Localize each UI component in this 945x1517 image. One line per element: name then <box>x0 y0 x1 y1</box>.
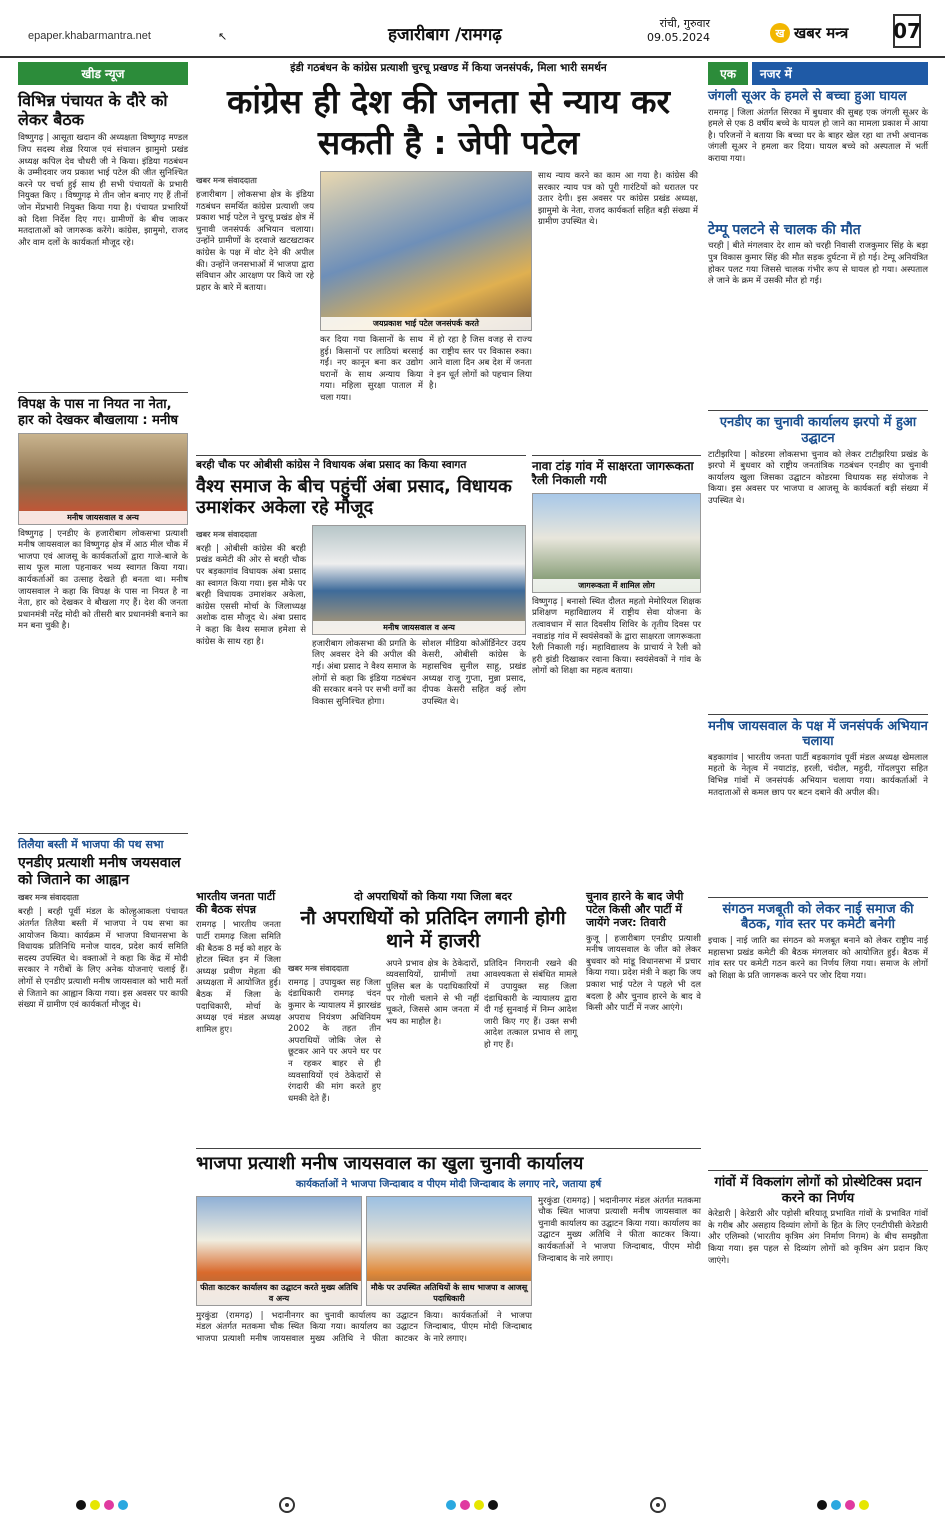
story-body: विष्णुगढ़ | एनडीए के हजारीबाग लोकसभा प्रत्याशी मनीष जायसवाल का विष्णुगढ़ क्षेत्र में आठ मील चौक में भाजपा एवं आजसू के कार्यकर्ताओं द्वारा गाजे-बाजे के साथ फूल माला पहनाकर भव्य स्वागत किया गया। कार्यकर्ताओं का उत्साह देखते ही बनता था। मनीष जायसवाल ने कहा कि विपक्ष के पास ना नियत है ना नेता, हार को देखकर वे बौखला गए हैं। देश की जनता प्रधानमंत्री नरेंद्र मोदी को तीसरी बार प्रधानमंत्री बनाने का मन बना चुकी है। <box>18 528 188 632</box>
city-day: रांची, गुरुवार <box>659 17 710 30</box>
story-body: विष्णुगढ़ | बनासो स्थित दौलत महतो मेमोरियल शिक्षक प्रशिक्षण महाविद्यालय में राष्ट्रीय सेवा योजना के तत्वावधान में सात दिवसीय शिविर के तृतीय दिवस पर नवाडांड़ गांव में स्वयंसेवकों के द्वारा साक्षरता जागरूकता रैली निकाली गई। महाविद्यालय के प्राचार्य ने रैली को हरी झंडी दिखाकर रवाना किया। स्वयंसेवकों ने गांव के लोगों को शिक्षा का महत्व बताया। <box>532 596 701 677</box>
story-body: रामगढ़ | उपायुक्त सह जिला दंडाधिकारी रामगढ़ चंदन कुमार के न्यायालय में झारखंड अपराध नियंत्रण अधिनियम 2002 के तहत तीन अपराधियों जोकि जेल से छूटकर आने पर अपने घर पर न रहकर बाहर से ही व्यवसायियों एवं ठेकेदारों से रंगदारी की मांग करते हुए धमकी देते हैं। <box>288 977 381 1104</box>
story-headline: नावा टांड़ गांव में साक्षरता जागरूकता रैली निकाली गयी <box>532 459 694 488</box>
story-body: प्रतिदिन निगरानी रखने की आवश्यकता से संबंधित मामले में उपायुक्त सह जिला दंडाधिकारी के न्यायालय द्वारा दी गई सुनवाई में निम्न आदेश जारी किए गए हैं। उक्त सभी आदेश तत्काल प्रभाव से लागू हो गए हैं। <box>484 958 577 1050</box>
story-title: विभिन्न पंचायत के दौरे को लेकर बैठक <box>18 91 168 130</box>
pointer-icon: ↖ <box>218 30 228 43</box>
registration-dot <box>817 1500 827 1510</box>
divider <box>708 897 928 898</box>
story-headline: नौ अपराधियों को प्रतिदिन लगानी होगी थाने में हाजरी <box>300 907 566 952</box>
divider <box>708 410 928 411</box>
color-registration-marks <box>76 1500 128 1510</box>
right-column <box>708 62 928 1488</box>
story-kicker: दो अपराधियों को किया गया जिला बदर <box>354 890 512 903</box>
story-title: तिलैया बस्ती में भाजपा की पथ सभा <box>18 837 164 851</box>
divider <box>18 833 188 834</box>
byline: खबर मन्त्र संवाददाता <box>196 176 257 186</box>
amba-story <box>196 455 526 845</box>
divider <box>18 392 188 393</box>
story-body: कुजू | हजारीबाग एनडीए प्रत्याशी मनीष जायसवाल के जीत को लेकर बुधवार को मांडू विधानसभा में प्रचार किया गया। प्रदेश मंत्री ने कहा कि जय प्रकाश भाई पटेल ने पहले भी दल बदला है और चुनाव हारने के बाद वे किसी और पार्टी में नजर आएंगे। <box>586 933 701 1014</box>
photo-caption: जागरूकता में शामिल लोग <box>533 579 700 592</box>
registration-dot <box>845 1500 855 1510</box>
tiwari-story <box>586 890 701 1140</box>
divider <box>708 1170 928 1171</box>
divider <box>196 1148 701 1149</box>
registration-dot <box>859 1500 869 1510</box>
story-body: टाटीझरिया | कोडरमा लोकसभा चुनाव को लेकर टाटीझरिया प्रखंड के झरपो में बुधवार को राष्ट्रीय जनतांत्रिक गठबंधन एनडीए का चुनावी कार्यालय खुला जिसका उद्घाटन कोडरमा विधायक सह संयोजक ने किया। इस अवसर पर भाजपा व आजसू के कार्यकर्ता बड़ी संख्या में उपस्थित थे। <box>708 449 928 506</box>
registration-target-icon <box>650 1497 666 1513</box>
page-number: 07 <box>893 14 921 48</box>
divider <box>196 455 526 456</box>
story-body: कर दिया गया किसानों के साथ हुई। किसानों पर लाठियां बरसाई गईं। नए कानून बना कर उद्योग घरानों के साथ अन्याय किया गया। महिला सुरक्षा पाताल में चला गया। <box>320 335 423 404</box>
date-block <box>612 17 710 45</box>
story-kicker: इंडी गठबंधन के कांग्रेस प्रत्याशी चुरचू प्रखण्ड में किया जनसंपर्क, मिला भारी समर्थन <box>290 62 607 74</box>
story-title: एनडीए का चुनावी कार्यालय झरपो में हुआ उद्घाटन <box>719 415 917 446</box>
story-title: एनडीए प्रत्याशी मनीष जयसवाल को जिताने का आह्वान <box>18 854 181 888</box>
photo-caption: मनीष जायसवाल व अन्य <box>19 511 187 524</box>
photo-caption: जयप्रकाश भाई पटेल जनसंपर्क करते <box>321 317 531 330</box>
story-body: चरही | बीते मंगलवार देर शाम को चरही निवासी राजकुमार सिंह के बड़ा पुत्र विकास कुमार सिंह की मौत सड़क दुर्घटना में हो गई। टेम्पू अनियंत्रित होकर पलट गया जिससे चालक गंभीर रूप से घायल हो गया। अस्पताल ले जाने के क्रम में उसकी मौत हो गई। <box>708 241 928 287</box>
criminals-story <box>288 890 578 1140</box>
story-body: अपने प्रभाव क्षेत्र के ठेकेदारों, व्यवसायियों, ग्रामीणों तथा पुलिस बल के पदाधिकारियों पर गोली चलाने से भी नहीं चूकते, जिससे आम जनता में भय का माहौल है। <box>386 958 479 1027</box>
story-body: बरही | बरही पूर्वी मंडल के कोल्हुआकला पंचायत अंतर्गत तिलैया बस्ती में भाजपा ने पथ सभा का आयोजन किया। कार्यक्रम में भाजपा विधानसभा के विधायक प्रतिनिधि मनोज यादव, प्रदेश कार्य समिति सदस्य उपस्थित थे। वक्ताओं ने कहा कि केंद्र में मोदी सरकार ने गरीबों के लिए अनेक योजनाएं चलाई हैं। लोगों से एनडीए प्रत्याशी मनीष जायसवाल को भारी मतों से जिताने का आह्वान किया गया। इस अवसर पर काफी संख्या में ग्रामीण एवं कार्यकर्ता मौजूद थे। <box>18 907 188 1011</box>
story-photo <box>18 433 188 525</box>
registration-dot <box>488 1500 498 1510</box>
story-photo <box>532 493 701 593</box>
story-body: रामगढ़ | जिला अंतर्गत सिरका में बुधवार की सुबह एक जंगली सूअर के हमले से एक 8 वर्षीय बच्चे के घायल हो जाने का मामला प्रकाश में आया है। परिजनों ने बताया कि बच्चा घर के बाहर खेल रहा था तभी अचानक जंगली सूअर ने हमला कर दिया। घायल बच्चे को अस्पताल में भर्ती कराया गया। <box>708 107 928 164</box>
registration-dot <box>90 1500 100 1510</box>
divider <box>532 455 701 456</box>
story-photo <box>366 1196 532 1306</box>
story-body: हजारीबाग लोकसभा की प्रगति के लिए अवसर देने की अपील की गई। अंबा प्रसाद ने वैश्य समाज के लोगों से कहा कि इंडिया गठबंधन की सरकार बनने पर सभी वर्गों का विकास सुनिश्चित होगा। <box>312 638 416 707</box>
divider <box>708 714 928 715</box>
color-registration-marks <box>817 1500 869 1510</box>
office-story <box>196 1148 701 1488</box>
story-title: गांवों में विकलांग लोगों को प्रोस्थेटिक्स प्रदान करने का निर्णय <box>714 1174 922 1206</box>
story-subhead: कार्यकर्ताओं ने भाजपा जिन्दाबाद व पीएम मोदी जिन्दाबाद के लगाए नारे, जताया हर्ष <box>295 1178 602 1190</box>
story-body: केरेडारी | केरेडारी और पड़ोसी बरियातू प्रभावित गांवों के प्रभावित गांवों के गरीब और असहाय दिव्यांग लोगों के हित के लिए एनटीपीसी केरेडारी और एलिम्को (भारतीय कृत्रिम अंग निर्माण निगम) के बीच समझौता किया गया। इस पहल से दिव्यांग लोगों को कृत्रिम अंग प्रदान किए जाएंगे। <box>708 1209 928 1266</box>
brand-logo <box>770 20 885 46</box>
story-title: टेम्पू पलटने से चालक की मौत <box>708 221 861 238</box>
story-body: में हो रहा है जिस वजह से राज्य का राष्ट्रीय स्तर पर विकास रुका। आने वाला दिन अब देश में जनता ने इन धूर्त लोगों को पहचान लिया है। <box>429 335 532 392</box>
brand-name: खबर मन्त्र <box>794 24 849 42</box>
story-body: मुरकुंडा (रामगढ़) | भदानीनगर मंडल अंतर्गत मतकमा चौक स्थित भाजपा प्रत्याशी मनीष जायसवाल का चुनावी कार्यालय का उद्घाटन किया गया। कार्यालय का उद्घाटन मुख्य अतिथि ने फीता काटकर किया। कार्यकर्ताओं ने भाजपा जिन्दाबाद, पीएम मोदी जिन्दाबाद के नारे लगाए। <box>538 1195 701 1264</box>
story-body: इचाक | नाई जाति का संगठन को मजबूत बनाने को लेकर राष्ट्रीय नाई महासभा प्रखंड कमेटी की बैठक मंगलवार को आयोजित हुई। बैठक में गांव स्तर पर कमेटी गठन करने का निर्णय लिया गया। समाज के लोगों को शिक्षा के प्रति जागरूक करने पर जोर दिया गया। <box>708 935 928 981</box>
page-header <box>0 0 945 58</box>
registration-dot <box>104 1500 114 1510</box>
bjp-meeting-story <box>196 890 281 1140</box>
section-tag: खीड न्यूज <box>18 62 188 85</box>
registration-dot <box>474 1500 484 1510</box>
story-headline: वैश्य समाज के बीच पहुंचीं अंबा प्रसाद, विधायक उमाशंकर अकेला रहे मौजूद <box>196 475 512 519</box>
brand-logo-icon: ख <box>770 23 790 43</box>
story-photo <box>196 1196 362 1306</box>
story-body: रामगढ़ | भारतीय जनता पार्टी रामगढ़ जिला समिति की बैठक 8 मई को शहर के होटल स्थित इन में जिला अध्यक्ष प्रवीण मेहता की अध्यक्षता में आयोजित हुई। बैठक में जिला के पदाधिकारी, मोर्चा के अध्यक्ष एवं मंडल अध्यक्ष शामिल हुए। <box>196 920 281 1035</box>
photo-caption: मनीष जायसवाल व अन्य <box>313 621 525 634</box>
byline: खबर मन्त्र संवाददाता <box>18 893 79 903</box>
color-registration-marks <box>446 1500 498 1510</box>
story-body: मुरकुंडा (रामगढ़) | भदानीनगर मंडल अंतर्गत मतकमा चौक स्थित भाजपा प्रत्याशी मनीष जायसवाल का चुनावी कार्यालय का उद्घाटन किया गया। कार्यालय का उद्घाटन मुख्य अतिथि ने फीता काटकर किया। कार्यकर्ताओं ने भाजपा जिन्दाबाद, पीएम मोदी जिन्दाबाद के नारे लगाए। <box>196 1310 532 1344</box>
story-title: जंगली सूअर के हमले से बच्चा हुआ घायल <box>708 89 907 104</box>
story-headline: भाजपा प्रत्याशी मनीष जायसवाल का खुला चुनावी कार्यालय <box>196 1153 584 1174</box>
byline: खबर मन्त्र संवाददाता <box>288 963 349 973</box>
story-body: बड़कागांव | भारतीय जनता पार्टी बड़कागांव पूर्वी मंडल अध्यक्ष खेमलाल महतो के नेतृत्व में नयाटांड़, हरली, चंदौल, महुदी, गोंदलपुरा सहित विभिन्न गांवों में जनसंपर्क अभियान चलाया गया। कार्यकर्ताओं ने मतदाताओं से कमल छाप पर बटन दबाने की अपील की। <box>708 752 928 798</box>
edition-title: हजारीबाग /रामगढ़ <box>388 25 502 45</box>
section-tag: नजर में <box>752 62 928 85</box>
story-body: बरही | ओबीसी कांग्रेस की बरही प्रखंड कमेटी की ओर से बरही चौक पर बड़कागांव विधायक अंबा प्रसाद का स्वागत किया गया। इस मौके पर बरही विधायक उमाशंकर अकेला, कांग्रेस एससी मोर्चा के जिलाध्यक्ष अशोक दास मौजूद थे। अंबा प्रसाद ने कहा कि वैश्य समाज हमेशा से कांग्रेस के साथ रहा है। <box>196 543 306 647</box>
story-headline: भारतीय जनता पार्टी की बैठक संपन्न <box>196 890 276 917</box>
photo-caption: मौके पर उपस्थित अतिथियों के साथ भाजपा व आजसू पदाधिकारी <box>367 1281 531 1305</box>
lead-headline: कांग्रेस ही देश की जनता से न्याय कर सकती है : जेपी पटेल <box>226 81 671 162</box>
story-headline: चुनाव हारने के बाद जेपी पटेल किसी और पार्टी में जायेंगे नजर: तिवारी <box>586 890 684 930</box>
story-kicker: बरही चौक पर ओबीसी कांग्रेस ने विधायक अंबा प्रसाद का किया स्वागत <box>196 459 467 471</box>
issue-date: 09.05.2024 <box>647 31 710 44</box>
section-tag-left: एक <box>708 62 748 85</box>
registration-dot <box>76 1500 86 1510</box>
registration-dot <box>118 1500 128 1510</box>
story-body: सोशल मीडिया कोऑर्डिनेटर उदय केसरी, ओबीसी कांग्रेस के महासचिव सुनील साहू, प्रखंड अध्यक्ष राजू गुप्ता, मुन्ना प्रसाद, दीपक केसरी सहित कई लोग उपस्थित थे। <box>422 638 526 707</box>
story-photo <box>320 171 532 331</box>
photo-caption: फीता काटकर कार्यालय का उद्घाटन करते मुख्य अतिथि व अन्य <box>197 1281 361 1305</box>
lead-story <box>196 62 701 452</box>
literacy-story <box>532 455 701 885</box>
byline: खबर मन्त्र संवाददाता <box>196 529 257 539</box>
registration-target-icon <box>279 1497 295 1513</box>
story-body: हजारीबाग | लोकसभा क्षेत्र के इंडिया गठबंधन समर्थित कांग्रेस प्रत्याशी जय प्रकाश भाई पटेल ने चुरचू प्रखंड क्षेत्र में चुनावी जनसंपर्क अभियान चलाया। उन्होंने ग्रामीणों के दरवाजे खटखटाकर कांग्रेस के पक्ष में वोट देने की अपील की। उन्होंने जनसभाओं में भाजपा द्वारा संविधान और आरक्षण पर किये जा रहे प्रहार के बारे में बताया। <box>196 190 314 293</box>
story-photo <box>312 525 526 635</box>
story-body: साथ न्याय करने का काम आ गया है। कांग्रेस की सरकार न्याय पत्र को पूरी गारंटियों को धरातल पर उतार देगी। इस अवसर पर कांग्रेस प्रखंड अध्यक्ष, झामुमो के नेता, राजद कार्यकर्ता सहित बड़ी संख्या में ग्रामीण उपस्थित थे। <box>538 171 698 228</box>
story-body: विष्णुगढ़ | आसूता खदान की अध्यक्षता विष्णुगढ़ मण्डल जिप सदस्य शेख़ रियाज एवं संचालन झामुमो प्रखंड अध्यक्ष कपिल देव चौधरी जी ने किया। इंडिया गठबंधन के उम्मीदवार जय प्रकाश भाई पटेल की जीत सुनिश्चित करने पर चर्चा हुई साथ ही सभी पंचायतों के प्रभारी नियुक्त किए । विष्णुगढ़ मे तीन जोन बनाए गए हैं तीनों जोन मेंप्रभारी नियुक्त किया गया है। पंचायत प्रभारियों को दिशा निर्देश दिए गए। ग्रामीणों के बीच जाकर मतदाताओं को जागरूक करेंगे। कांग्रेस, झामुमो, राजद और वाम दलों के कार्यकर्ता मौजूद रहे। <box>18 133 188 248</box>
story-title: विपक्ष के पास ना नियत ना नेता, हार को देखकर बौखलाया : मनीष <box>18 397 178 428</box>
page-footer <box>0 1492 945 1517</box>
registration-dot <box>446 1500 456 1510</box>
registration-dot <box>460 1500 470 1510</box>
left-column <box>18 62 188 1488</box>
site-url[interactable]: epaper.khabarmantra.net <box>28 30 151 42</box>
story-title: मनीष जायसवाल के पक्ष में जनसंपर्क अभियान चलाया <box>708 718 928 750</box>
registration-dot <box>831 1500 841 1510</box>
story-title: संगठन मजबूती को लेकर नाई समाज की बैठक, गांव स्तर पर कमेटी बनेगी <box>722 901 914 933</box>
